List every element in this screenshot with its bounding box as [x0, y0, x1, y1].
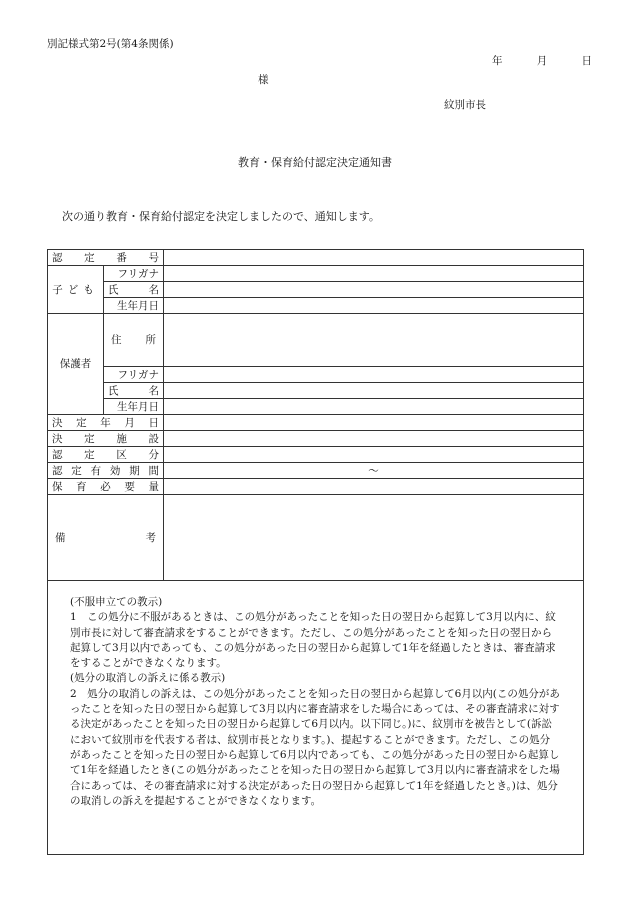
row-facility: [48, 431, 584, 447]
char: 決: [52, 432, 63, 445]
child-furigana-label: フリガナ: [104, 266, 164, 282]
remarks-value[interactable]: [164, 495, 584, 581]
char: 設: [148, 432, 159, 445]
certification-table: [47, 249, 584, 581]
char: 氏: [108, 384, 119, 397]
guardian-name-value[interactable]: [164, 383, 584, 399]
need-amount-value[interactable]: [164, 479, 584, 495]
char: 効: [109, 464, 121, 477]
child-name-value[interactable]: [164, 282, 584, 298]
revocation-heading: (処分の取消しの訴えに係る教示): [70, 672, 226, 685]
row-guardian-address: [48, 314, 584, 367]
guardian-birthdate-value[interactable]: [164, 399, 584, 415]
row-need-amount: [48, 479, 584, 495]
char: 備: [55, 531, 66, 544]
char: 要: [124, 480, 135, 493]
char: 区: [116, 448, 127, 461]
char: 日: [148, 416, 159, 429]
row-guardian-name: [48, 383, 584, 399]
need-amount-label: [48, 479, 164, 495]
revocation-text: 2 処分の取消しの訴えは、この処分があったことを知った日の翌日から起算して6月以内(この処分があったことを知った日の翌日から起算して3月以内に審査請求をした場合にあっては、その審査請求に対する決定があったことを知った日の翌日から起算して6月以内。以下同じ。)に、紋別市を被告として(訴訟において紋別市を代表する者は、紋別市長となります。)、提起することができます。ただし、この処分があったことを知った日の翌日から起算して6月以内であっても、この処分があった日の翌日から起算して1年を経過したとき(この処分があったことを知った日の翌日から起算して3月以内に審査請求をした場合にあっては、その審査請求に対する決定があった日の翌日から起算して1年を経過したとき。)は、処分の取消しの訴えを提起することができなくなります。: [70, 687, 560, 807]
category-label: [48, 447, 164, 463]
char: 所: [145, 334, 156, 346]
char: 氏: [108, 283, 119, 296]
char: 住: [111, 334, 122, 346]
char: 認: [52, 251, 63, 264]
char: 量: [148, 480, 159, 493]
char: 定: [84, 432, 95, 445]
child-group-label: 子ども: [48, 266, 104, 314]
notice-section: [47, 578, 584, 855]
char: 名: [148, 283, 159, 296]
guardian-furigana-value[interactable]: [164, 367, 584, 383]
char: 間: [148, 464, 159, 477]
issue-date: [492, 53, 592, 68]
facility-value[interactable]: [164, 431, 584, 447]
char: 保: [52, 480, 63, 493]
guardian-group-label: 保護者: [48, 314, 104, 415]
guardian-birthdate-label: 生年月日: [104, 399, 164, 415]
form-number: 別記様式第2号(第4条関係): [47, 38, 174, 50]
child-name-label: [104, 282, 164, 298]
char: 有: [90, 464, 102, 477]
char: 決: [52, 416, 63, 429]
char: 名: [148, 384, 159, 397]
char: 認: [52, 464, 63, 477]
notice-text: [70, 595, 560, 809]
child-birthdate-value[interactable]: [164, 298, 584, 314]
child-furigana-value[interactable]: [164, 266, 584, 282]
row-child-furigana: [48, 266, 584, 282]
row-category: [48, 447, 584, 463]
addressee-suffix: 様: [258, 74, 269, 86]
guardian-address-value[interactable]: [164, 314, 584, 367]
row-remarks: [48, 495, 584, 581]
decision-date-value[interactable]: [164, 415, 584, 431]
date-day-label: 日: [581, 55, 592, 67]
char: 番: [116, 251, 127, 264]
char: 年: [100, 416, 111, 429]
objection-text: 1 この処分に不服があるときは、この処分があったことを知った日の翌日から起算して3月以内に、紋別市長に対して審査請求をすることができます。ただし、この処分があったことを知った日の翌日から起算して3月以内であっても、この処分があった日の翌日から起算して1年を経過したときは、審査請求をすることができなくなります。: [70, 611, 556, 670]
row-child-birthdate: [48, 298, 584, 314]
guardian-address-label: [104, 314, 164, 367]
row-decision-date: [48, 415, 584, 431]
issuer: 紋別市長: [444, 99, 486, 111]
char: 必: [100, 480, 111, 493]
remarks-label: [48, 495, 164, 581]
char: 育: [76, 480, 87, 493]
row-child-name: [48, 282, 584, 298]
char: 期: [129, 464, 140, 477]
char: 定: [84, 448, 95, 461]
char: 月: [124, 416, 135, 429]
intro-text: 次の通り教育・保育給付認定を決定しましたので、通知します。: [62, 210, 380, 223]
char: 分: [148, 448, 159, 461]
char: 認: [52, 448, 63, 461]
row-guardian-birthdate: [48, 399, 584, 415]
facility-label: [48, 431, 164, 447]
date-year-label: 年: [492, 55, 503, 67]
char: 施: [116, 432, 127, 445]
decision-date-label: [48, 415, 164, 431]
document-title: 教育・保育給付認定決定通知書: [238, 156, 392, 169]
char: 定: [84, 251, 95, 264]
row-guardian-furigana: [48, 367, 584, 383]
guardian-name-label: [104, 383, 164, 399]
cert-number-value[interactable]: [164, 250, 584, 266]
char: 考: [145, 531, 156, 544]
date-month-label: 月: [536, 55, 548, 67]
guardian-furigana-label: フリガナ: [104, 367, 164, 383]
validity-label: [48, 463, 164, 479]
char: 号: [148, 251, 159, 264]
row-cert-number: [48, 250, 584, 266]
objection-heading: (不服申立ての教示): [70, 596, 163, 608]
row-validity: [48, 463, 584, 479]
validity-value[interactable]: ～: [164, 463, 584, 479]
category-value[interactable]: [164, 447, 584, 463]
child-birthdate-label: 生年月日: [104, 298, 164, 314]
cert-number-label: [48, 250, 164, 266]
char: 定: [71, 464, 82, 477]
char: 定: [76, 416, 87, 429]
